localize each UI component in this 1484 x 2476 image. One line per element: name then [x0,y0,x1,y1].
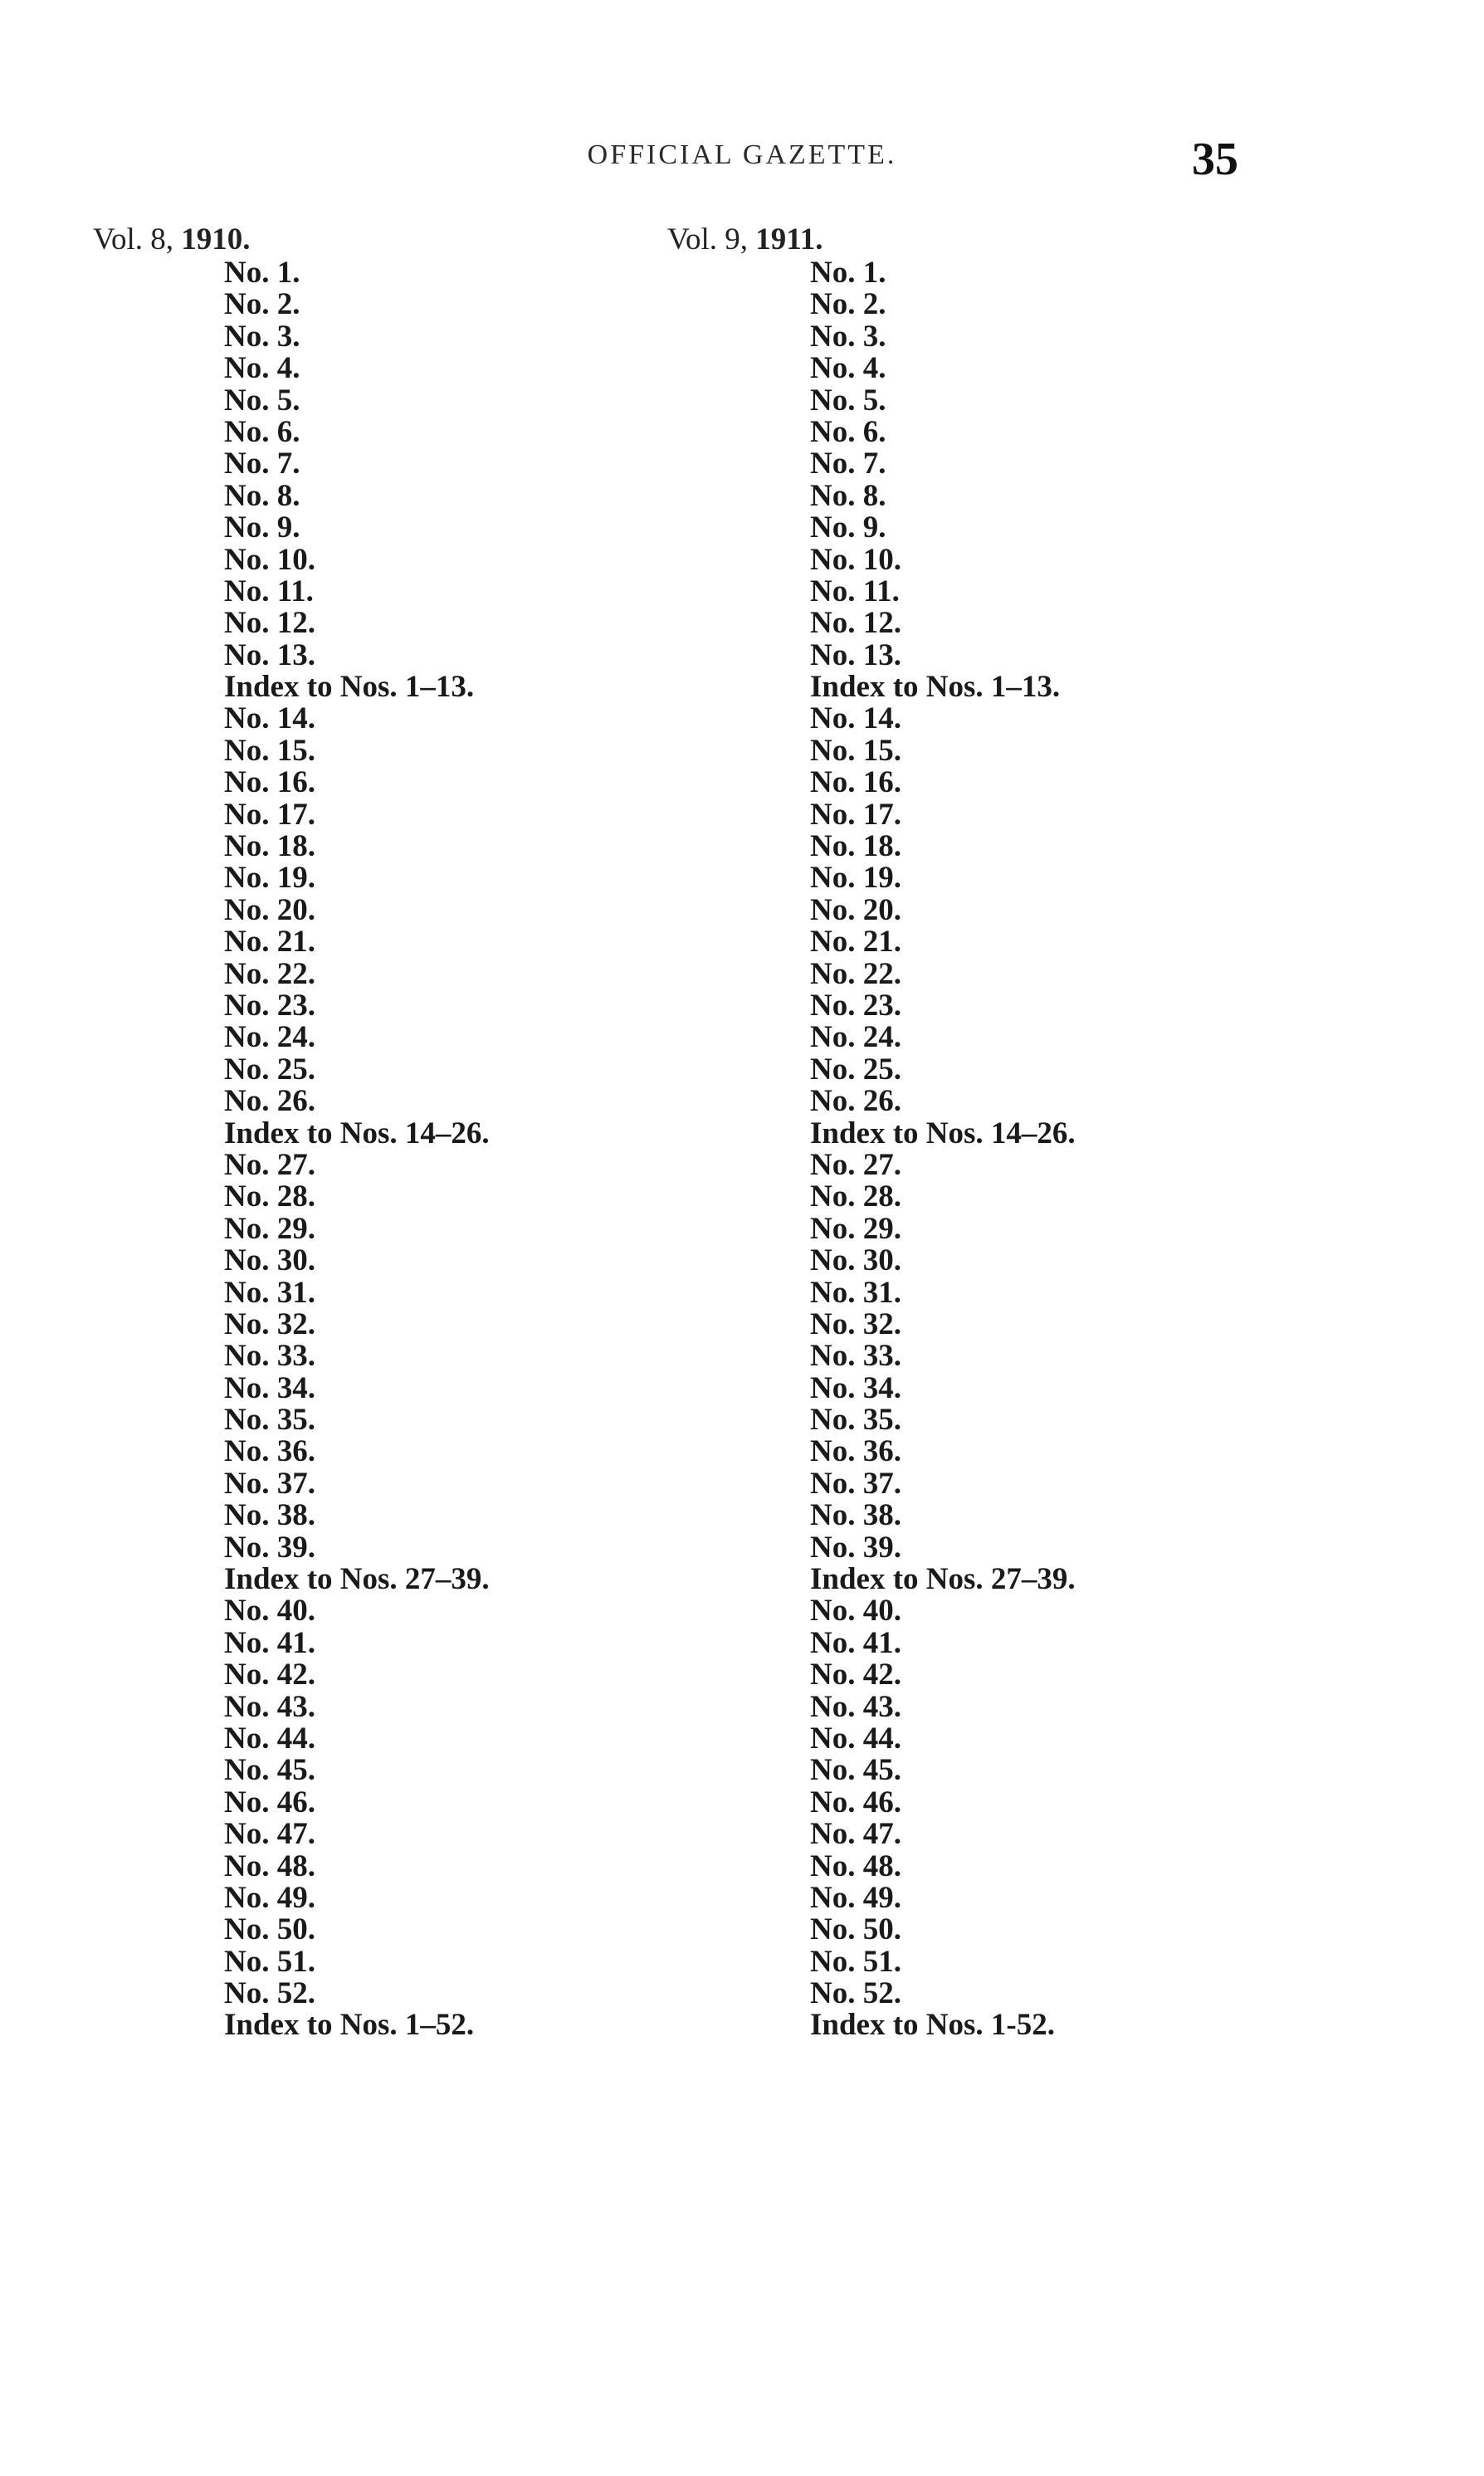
issue-entry: No. 32. [224,1306,315,1341]
issue-entry: No. 5. [224,383,300,418]
issue-entry: No. 10. [810,542,901,577]
index-entry: Index to Nos. 1-52. [810,2008,1055,2043]
issue-entry: No. 17. [224,797,315,832]
issue-entry: No. 35. [810,1403,901,1438]
issue-entry: No. 30. [810,1243,901,1278]
page-title: OFFICIAL GAZETTE. [587,139,897,170]
issue-entry: No. 20. [224,892,315,927]
volume-column-1911 [667,222,1076,2042]
issue-entry: No. 41. [224,1625,315,1660]
issue-entry: No. 34. [224,1370,315,1405]
issue-entry: No. 1. [810,256,886,290]
issue-entry: No. 26. [810,1084,901,1119]
issue-entry: No. 29. [810,1211,901,1246]
issue-entry: No. 4. [810,351,886,386]
issue-entry: No. 4. [224,351,300,386]
issue-entry: No. 26. [224,1084,315,1119]
issue-entry: No. 30. [224,1243,315,1278]
issue-entry: No. 25. [224,1052,315,1087]
index-entry: Index to Nos. 1–13. [810,670,1061,705]
issue-entry: No. 6. [810,414,886,449]
issue-entry: No. 21. [810,925,901,960]
issue-entry: No. 19. [224,861,315,896]
issue-entry: No. 33. [810,1339,901,1374]
issue-entry: No. 16. [810,765,901,800]
volume-label: Vol. 8, [93,222,173,256]
issue-entry: No. 16. [224,765,315,800]
issue-entry: No. 28. [810,1179,901,1214]
index-entry: Index to Nos. 14–26. [810,1116,1076,1150]
issue-entry: No. 8. [810,478,886,513]
issue-entry: No. 45. [224,1753,315,1788]
issue-entry: No. 50. [224,1912,315,1947]
issue-entry: No. 52. [224,1976,315,2011]
issue-entry: No. 42. [224,1658,315,1692]
index-entry: Index to Nos. 1–13. [224,670,475,705]
issue-entry: No. 48. [224,1848,315,1883]
index-entry: Index to Nos. 14–26. [224,1116,490,1150]
issue-entry: No. 10. [224,542,315,577]
issue-entry: No. 28. [224,1179,315,1214]
issue-entry: No. 48. [810,1848,901,1883]
issue-entry: No. 25. [810,1052,901,1087]
issue-entry: No. 43. [810,1689,901,1724]
issue-entry: No. 3. [810,319,886,354]
index-entry: Index to Nos. 27–39. [224,1562,490,1597]
issue-entry: No. 23. [224,988,315,1023]
issue-entry: No. 24. [224,1020,315,1055]
issue-entry: No. 41. [810,1625,901,1660]
issue-entry: No. 42. [810,1658,901,1692]
issue-entry: No. 44. [810,1721,901,1756]
issue-entry: No. 22. [810,956,901,991]
index-entry: Index to Nos. 1–52. [224,2008,475,2043]
issue-entry: No. 14. [224,701,315,736]
issue-entry: No. 47. [810,1817,901,1852]
issue-entry: No. 27. [224,1147,315,1182]
issue-entry: No. 11. [810,574,900,608]
issue-entry: No. 6. [224,414,300,449]
issue-entry: No. 33. [224,1339,315,1374]
issue-entry: No. 36. [224,1434,315,1469]
volume-heading [667,222,1076,257]
index-entry: Index to Nos. 27–39. [810,1562,1076,1597]
issue-entry: No. 21. [224,925,315,960]
issue-list [667,257,1076,2042]
issue-entry: No. 43. [224,1689,315,1724]
issue-entry: No. 38. [810,1498,901,1533]
issue-entry: No. 44. [224,1721,315,1756]
issue-entry: No. 38. [224,1498,315,1533]
issue-entry: No. 35. [224,1403,315,1438]
issue-entry: No. 18. [224,829,315,864]
issue-entry: No. 5. [810,383,886,418]
issue-entry: No. 13. [224,637,315,672]
issue-entry: No. 19. [810,861,901,896]
issue-entry: No. 37. [810,1466,901,1501]
issue-entry: No. 12. [224,606,315,641]
issue-entry: No. 11. [224,574,314,608]
issue-entry: No. 32. [810,1306,901,1341]
issue-entry: No. 8. [224,478,300,513]
issue-entry: No. 50. [810,1912,901,1947]
issue-entry: No. 46. [224,1785,315,1819]
issue-entry: No. 39. [224,1530,315,1565]
issue-entry: No. 51. [224,1944,315,1979]
page-number: 35 [1192,134,1238,185]
issue-entry: No. 22. [224,956,315,991]
issue-entry: No. 45. [810,1753,901,1788]
volume-year: 1911. [755,222,823,256]
issue-entry: No. 29. [224,1211,315,1246]
issue-entry: No. 49. [224,1880,315,1915]
volume-label: Vol. 9, [667,222,748,256]
issue-entry: No. 18. [810,829,901,864]
issue-entry: No. 3. [224,319,300,354]
issue-entry: No. 37. [224,1466,315,1501]
volume-heading [93,222,490,257]
issue-entry: No. 39. [810,1530,901,1565]
issue-entry: No. 12. [810,606,901,641]
issue-entry: No. 46. [810,1785,901,1819]
issue-entry: No. 36. [810,1434,901,1469]
issue-entry: No. 2. [810,287,886,322]
issue-entry: No. 2. [224,287,300,322]
issue-entry: No. 51. [810,1944,901,1979]
issue-entry: No. 23. [810,988,901,1023]
issue-entry: No. 14. [810,701,901,736]
issue-entry: No. 15. [224,733,315,768]
issue-entry: No. 7. [810,447,886,481]
issue-entry: No. 13. [810,637,901,672]
issue-entry: No. 40. [224,1594,315,1629]
issue-entry: No. 17. [810,797,901,832]
volume-column-1910 [93,222,490,2042]
issue-entry: No. 24. [810,1020,901,1055]
issue-entry: No. 40. [810,1594,901,1629]
issue-entry: No. 27. [810,1147,901,1182]
issue-entry: No. 31. [810,1275,901,1310]
issue-entry: No. 52. [810,1976,901,2011]
issue-entry: No. 9. [810,510,886,545]
volume-year: 1910. [181,222,251,256]
issue-entry: No. 34. [810,1370,901,1405]
issue-entry: No. 20. [810,892,901,927]
issue-entry: No. 7. [224,447,300,481]
issue-entry: No. 47. [224,1817,315,1852]
issue-list [93,257,490,2042]
issue-entry: No. 1. [224,256,300,290]
issue-entry: No. 31. [224,1275,315,1310]
issue-entry: No. 15. [810,733,901,768]
issue-entry: No. 9. [224,510,300,545]
issue-entry: No. 49. [810,1880,901,1915]
